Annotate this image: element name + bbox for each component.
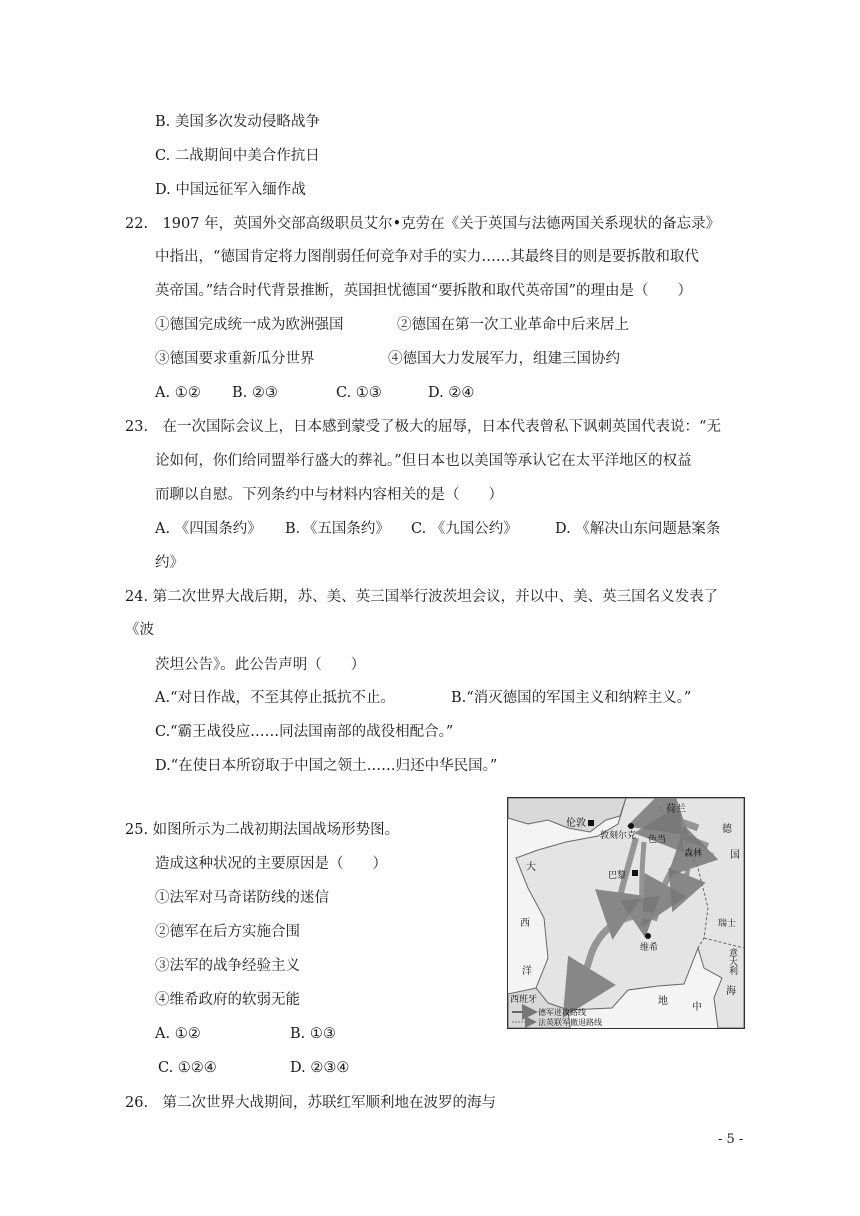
map-label-de: 德 (722, 824, 732, 835)
map-label-di: 地 (658, 996, 668, 1007)
q23-stem-line2: 论如何，你们给同盟举行盛大的葬礼。”但日本也以美国等承认它在太平洋地区的权益 (155, 453, 692, 469)
q26-stem-line1: 26. 第二次世界大战期间，苏联红军顺利地在波罗的海与 (125, 1095, 497, 1111)
q25-item-2: ②德军在后方实施合围 (155, 924, 300, 940)
q25-option-a: A. ①② (155, 1026, 201, 1042)
q22-stem-line2: 中指出，“德国肯定将力图削弱任何竞争对手的实力……其最终目的则是要拆散和取代 (155, 249, 699, 265)
dunkirk-marker (628, 823, 634, 829)
map-label-london: 伦敦 (566, 818, 586, 829)
france-battlefield-map (507, 797, 745, 1029)
q22-item-3: ③德国要求重新瓜分世界 (155, 351, 315, 367)
q25-stem-line2: 造成这种状况的主要原因是（ ） (155, 856, 387, 872)
map-label-guo: 国 (730, 850, 740, 861)
legend-allied-label: 法英联军撤退路线 (538, 1018, 602, 1027)
q22-item-2: ②德国在第一次工业革命中后来居上 (397, 317, 629, 333)
q24-stem-line1: 24. 第二次世界大战后期，苏、美、英三国举行波茨坦会议，并以中、美、英三国名义发表了 (125, 589, 719, 605)
q23-option-c: C. 《九国公约》 (411, 521, 518, 537)
london-marker (588, 820, 594, 826)
paris-marker (632, 870, 638, 876)
q22-stem-line3: 英帝国。”结合时代背景推断，英国担忧德国“要拆散和取代英帝国”的理由是（ ） (155, 283, 692, 299)
q24-option-b: B.“消灭德国的军国主义和纳粹主义。” (451, 690, 692, 706)
q22-item-4: ④德国大力发展军力，组建三国协约 (388, 351, 620, 367)
q25-item-4: ④维希政府的软弱无能 (155, 992, 300, 1008)
q23-option-a: A. 《四国条约》 (155, 521, 262, 537)
q25-stem-line1: 25. 如图所示为二战初期法国战场形势图。 (125, 822, 400, 838)
q21-option-c: C. 二战期间中美合作抗日 (155, 148, 320, 164)
q24-option-c: C.“霸王战役应……同法国南部的战役相配合。” (155, 724, 454, 740)
map-label-vichy: 维希 (640, 943, 659, 953)
q25-option-b: B. ①③ (290, 1026, 336, 1042)
map-label-dunkirk: 敦刻尔克 (600, 831, 637, 841)
q22-stem-line1: 22. 1907 年，英国外交部高级职员艾尔•克劳在《关于英国与法德两国关系现状的备忘录》 (125, 216, 721, 232)
map-label-spain: 西班牙 (510, 995, 538, 1005)
map-label-xi: 西 (520, 918, 530, 929)
map-label-paris: 巴黎 (608, 871, 627, 881)
map-label-yang: 洋 (522, 966, 532, 977)
map-label-zhong: 中 (692, 1002, 702, 1013)
q22-item-1: ①德国完成统一成为欧洲强国 (155, 317, 344, 333)
q25-option-c: C. ①②④ (158, 1060, 217, 1076)
map-label-forest: 森林 (684, 849, 703, 859)
q25-option-d: D. ②③④ (290, 1060, 350, 1076)
q24-stem-line1-cont: 《波 (125, 622, 154, 638)
q25-item-3: ③法军的战争经验主义 (155, 958, 300, 974)
q23-option-d-cont: 约》 (155, 555, 184, 571)
q21-option-d: D. 中国远征军入缅作战 (155, 182, 306, 198)
legend-german-label: 德军进攻路线 (538, 1008, 586, 1017)
q23-stem-line1: 23. 在一次国际会议上，日本感到蒙受了极大的屈辱，日本代表曾私下讽刺英国代表说：“无 (125, 419, 721, 435)
map-label-sedan: 色当 (648, 835, 667, 845)
q25-item-1: ①法军对马奇诺防线的迷信 (155, 890, 329, 906)
q24-option-a: A.“对日作战，不至其停止抵抗不止。 (155, 690, 395, 706)
map-label-netherlands: 荷兰 (666, 804, 686, 815)
vichy-marker (645, 933, 651, 939)
q22-option-a: A. ①② (155, 385, 201, 401)
page-number: - 5 - (718, 1132, 744, 1147)
map-label-italy: 意大利 (727, 948, 737, 975)
map-label-switzerland: 瑞士 (718, 919, 737, 929)
q22-option-d: D. ②④ (428, 385, 475, 401)
q22-option-b: B. ②③ (232, 385, 278, 401)
map-label-hai: 海 (726, 986, 736, 997)
map-label-da: 大 (526, 862, 536, 873)
q23-option-b: B．《五国条约》 (285, 521, 390, 537)
q24-stem-line2: 茨坦公告》。此公告声明（ ） (155, 657, 366, 673)
q21-option-b: B. 美国多次发动侵略战争 (155, 114, 320, 130)
q23-option-d: D. 《解决山东问题悬案条 (555, 521, 721, 537)
q24-option-d: D.“在使日本所窃取于中国之领土……归还中华民国。” (155, 758, 498, 774)
q23-stem-line3: 而聊以自慰。下列条约中与材料内容相关的是（ ） (155, 487, 503, 503)
q22-option-c: C. ①③ (336, 385, 382, 401)
